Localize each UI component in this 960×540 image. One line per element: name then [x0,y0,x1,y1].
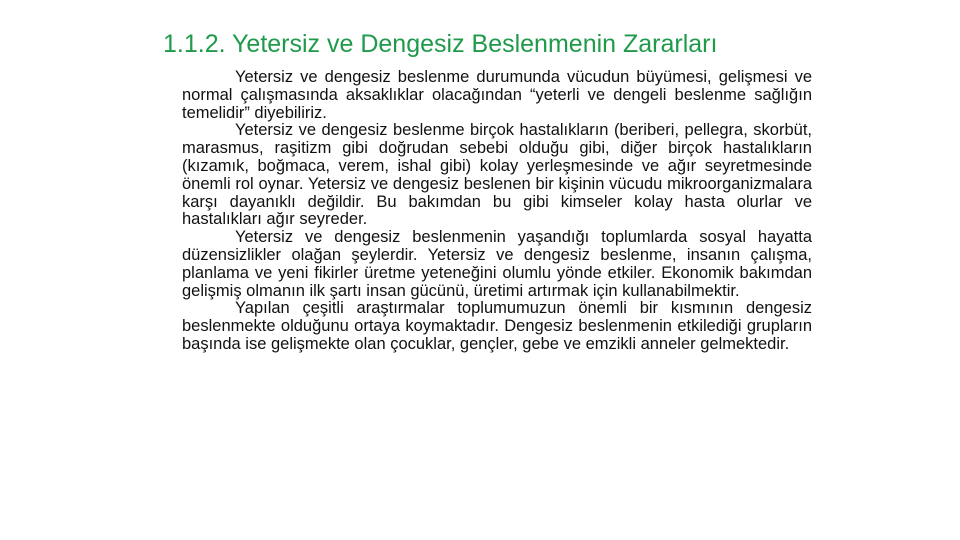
paragraph-4: Yapılan çeşitli araştırmalar toplumumuzun önemli bir kısmının dengesiz beslenmekte olduğunu ortaya koymaktadır. Dengesiz beslenmenin etkilediği grupların başında ise gelişmekte olan çocuklar, gençler, gebe ve emzikli anneler gelmektedir. [182,299,812,353]
paragraph-1: Yetersiz ve dengesiz beslenme durumunda vücudun büyümesi, gelişmesi ve normal çalışmasında aksaklıklar olacağından “yeterli ve dengeli beslenme sağlığın temelidir” diyebiliriz. [182,68,812,122]
paragraph-3: Yetersiz ve dengesiz beslenmenin yaşandığı toplumlarda sosyal hayatta düzensizlikler olağan şeylerdir. Yetersiz ve dengesiz beslenme, insanın çalışma, planlama ve yeni fikirler üretme yeteneğini olumlu yönde etkiler. Ekonomik bakımdan gelişmiş olmanın ilk şartı insan gücünü, üretimi artırmak için kullanabilmektir. [182,228,812,300]
slide-title: 1.1.2. Yetersiz ve Dengesiz Beslenmenin Zararları [163,30,718,58]
paragraph-2: Yetersiz ve dengesiz beslenme birçok hastalıkların (beriberi, pellegra, skorbüt, marasmus, raşitizm gibi doğrudan sebebi olduğu gibi, diğer birçok hastalıkların (kızamık, boğmaca, verem, ishal gibi) kolay yerleşmesinde ve ağır seyretmesinde önemli rol oynar. Yetersiz ve dengesiz beslenen bir kişinin vücudu mikroorganizmalara karşı dayanıklı değildir. Bu bakımdan bu gibi kimseler kolay hasta olurlar ve hastalıkları ağır seyreder. [182,121,812,229]
slide-body [182,69,812,354]
